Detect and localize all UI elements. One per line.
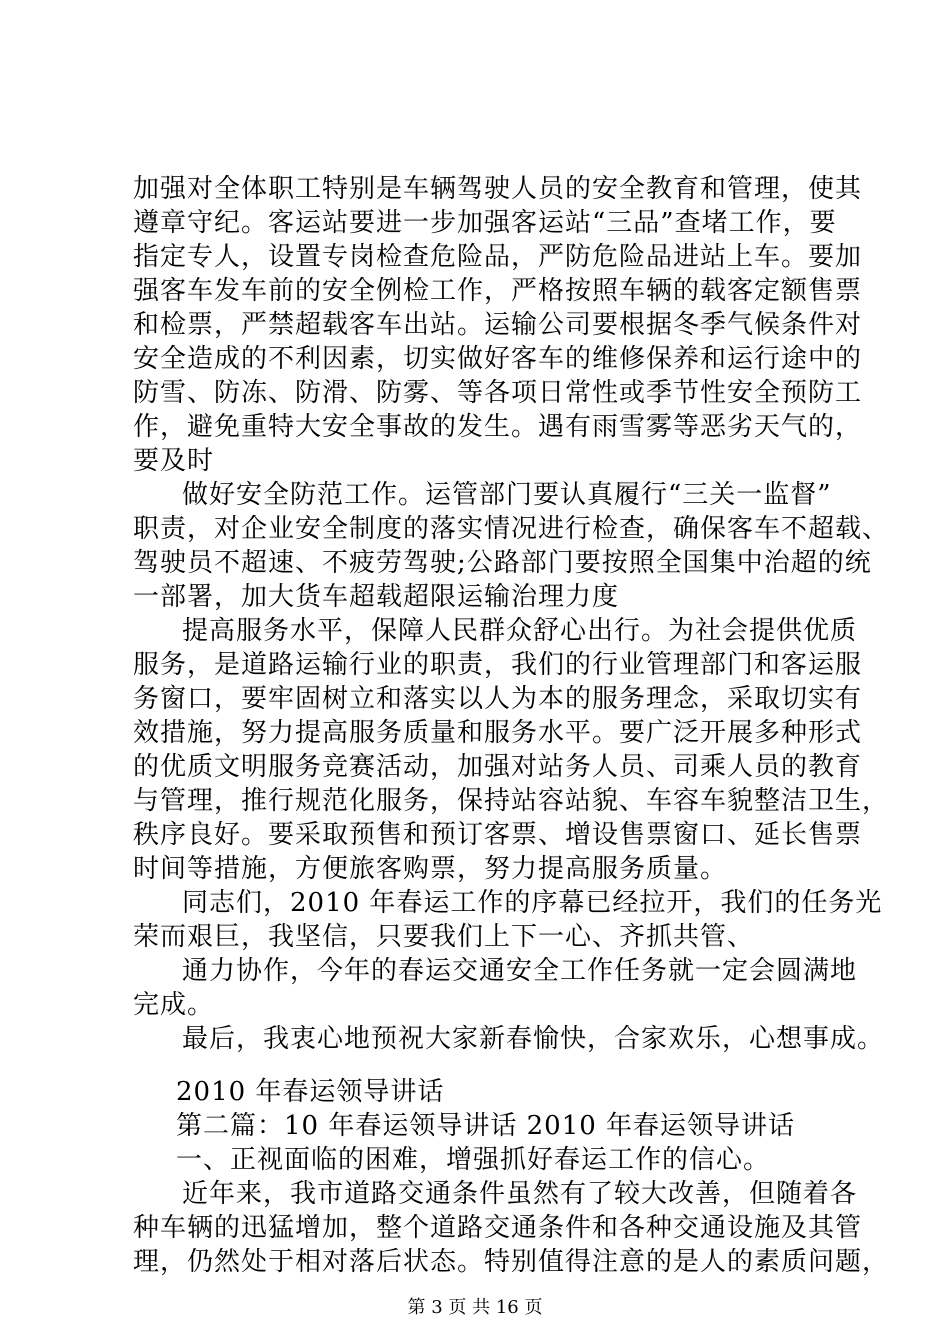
text-line: 理，仍然处于相对落后状态。特别值得注意的是人的素质问题， [133,1247,890,1277]
text-line: 种车辆的迅猛增加，整个道路交通条件和各种交通设施及其管 [133,1213,863,1243]
text-line: 要及时 [133,446,215,476]
text-line: 的优质文明服务竞赛活动，加强对站务人员、司乘人员的教育 [133,752,863,782]
text-line: 强客车发车前的安全例检工作，严格按照车辆的载客定额售票 [133,276,863,306]
paragraph-first-line: 同志们，2010 年春运工作的序幕已经拉开，我们的任务光 [182,888,883,918]
text-line: 职责，对企业安全制度的落实情况进行检查，确保客车不超载、 [133,514,890,544]
text-line: 指定专人，设置专岗检查危险品，严防危险品进站上车。要加 [133,242,863,272]
section-title: 2010 年春运领导讲话 [176,1077,445,1107]
text-line: 驾驶员不超速、不疲劳驾驶;公路部门要按照全国集中治超的统 [133,548,872,578]
page-number-footer: 第 3 页 共 16 页 [407,1297,543,1318]
text-line: 遵章守纪。客运站要进一步加强客运站“三品”查堵工作，要 [133,208,837,238]
text-line: 完成。 [133,990,215,1020]
paragraph-first-line: 提高服务水平，保障人民群众舒心出行。为社会提供优质 [182,616,858,646]
text-line: 作，避免重特大安全事故的发生。遇有雨雪雾等恶劣天气的， [133,412,863,442]
paragraph-first-line: 最后，我衷心地预祝大家新春愉快，合家欢乐，心想事成。 [182,1024,885,1054]
text-line: 务窗口，要牢固树立和落实以人为本的服务理念，采取切实有 [133,684,863,714]
text-line: 服务，是道路运输行业的职责，我们的行业管理部门和客运服 [133,650,863,680]
text-line: 安全造成的不利因素，切实做好客车的维修保养和运行途中的 [133,344,863,374]
text-line: 与管理，推行规范化服务，保持站容站貌、车容车貌整洁卫生， [133,786,890,816]
text-line: 荣而艰巨，我坚信，只要我们上下一心、齐抓共管、 [133,922,755,952]
text-line: 一部署，加大货车超载超限运输治理力度 [133,582,620,612]
text-line: 加强对全体职工特别是车辆驾驶人员的安全教育和管理，使其 [133,174,863,204]
text-line: 时间等措施，方便旅客购票，努力提高服务质量。 [133,854,728,884]
text-line: 效措施，努力提高服务质量和服务水平。要广泛开展多种形式 [133,718,863,748]
paragraph-first-line: 近年来，我市道路交通条件虽然有了较大改善，但随着各 [182,1179,858,1209]
text-line: 秩序良好。要采取预售和预订客票、增设售票窗口、延长售票 [133,820,863,850]
section-subtitle: 第二篇：10 年春运领导讲话 2010 年春运领导讲话 [176,1111,796,1141]
paragraph-first-line: 做好安全防范工作。运管部门要认真履行“三关一监督” [182,480,832,510]
section-heading: 一、正视面临的困难，增强抓好春运工作的信心。 [176,1145,771,1175]
text-line: 和检票，严禁超载客车出站。运输公司要根据冬季气候条件对 [133,310,863,340]
text-line: 防雪、防冻、防滑、防雾、等各项日常性或季节性安全预防工 [133,378,863,408]
paragraph-first-line: 通力协作，今年的春运交通安全工作任务就一定会圆满地 [182,956,858,986]
